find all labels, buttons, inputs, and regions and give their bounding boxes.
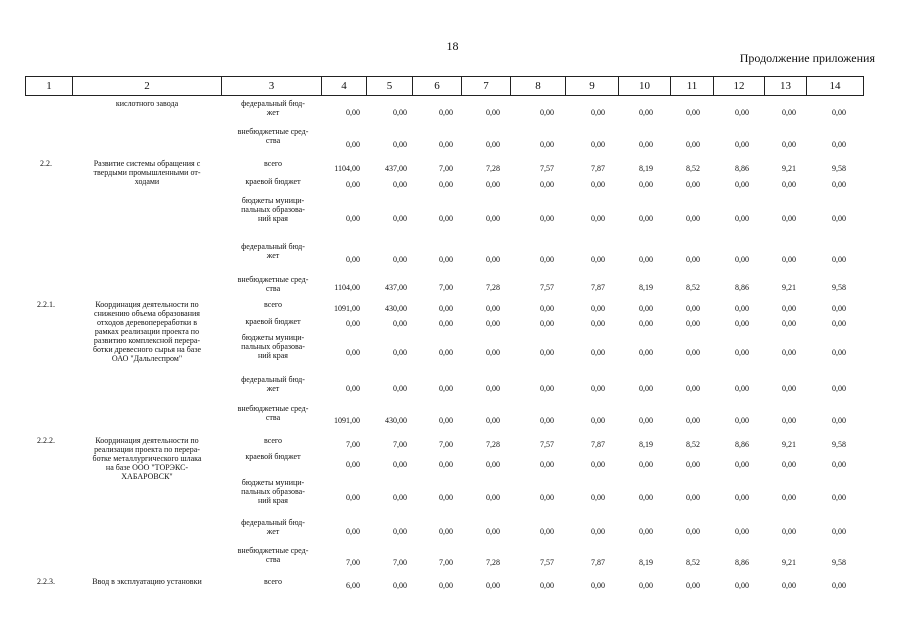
value-cell: 0,00 bbox=[782, 527, 796, 536]
value-cell: 0,00 bbox=[486, 416, 500, 425]
value-cell: 0,00 bbox=[393, 108, 407, 117]
value-cell: 0,00 bbox=[832, 255, 846, 264]
value-cell: 8,86 bbox=[735, 558, 749, 567]
column-header-14: 14 bbox=[807, 77, 864, 96]
value-cell: 0,00 bbox=[686, 527, 700, 536]
column-header-9: 9 bbox=[566, 77, 619, 96]
column-header-4: 4 bbox=[322, 77, 367, 96]
value-cell: 0,00 bbox=[782, 416, 796, 425]
value-cell: 0,00 bbox=[439, 416, 453, 425]
value-cell: 0,00 bbox=[639, 108, 653, 117]
value-cell: 0,00 bbox=[346, 348, 360, 357]
value-cell: 0,00 bbox=[686, 108, 700, 117]
value-cell: 7,00 bbox=[346, 558, 360, 567]
value-cell: 0,00 bbox=[735, 319, 749, 328]
value-cell: 0,00 bbox=[735, 384, 749, 393]
funding-source: внебюджетные сред- ства bbox=[237, 546, 309, 564]
value-cell: 9,58 bbox=[832, 558, 846, 567]
value-cell: 0,00 bbox=[832, 416, 846, 425]
table-row bbox=[25, 127, 851, 157]
value-cell: 0,00 bbox=[782, 348, 796, 357]
value-cell: 7,00 bbox=[439, 164, 453, 173]
value-cell: 0,00 bbox=[735, 348, 749, 357]
value-cell: 0,00 bbox=[439, 348, 453, 357]
value-cell: 0,00 bbox=[540, 255, 554, 264]
value-cell: 0,00 bbox=[486, 140, 500, 149]
funding-source: федеральный бюд- жет bbox=[241, 375, 305, 393]
column-header-7: 7 bbox=[462, 77, 511, 96]
value-cell: 0,00 bbox=[346, 319, 360, 328]
value-cell: 0,00 bbox=[486, 581, 500, 590]
column-header-3: 3 bbox=[222, 77, 322, 96]
value-cell: 0,00 bbox=[832, 384, 846, 393]
value-cell: 0,00 bbox=[439, 460, 453, 469]
funding-source: бюджеты муници- пальных образова- ний края bbox=[241, 478, 305, 505]
value-cell: 0,00 bbox=[832, 108, 846, 117]
value-cell: 8,19 bbox=[639, 440, 653, 449]
column-header-row bbox=[26, 77, 864, 96]
value-cell: 0,00 bbox=[591, 108, 605, 117]
value-cell: 7,00 bbox=[393, 558, 407, 567]
row-number: 2.2. bbox=[40, 159, 52, 168]
value-cell: 0,00 bbox=[832, 214, 846, 223]
value-cell: 0,00 bbox=[540, 416, 554, 425]
value-cell: 9,21 bbox=[782, 558, 796, 567]
value-cell: 0,00 bbox=[735, 180, 749, 189]
funding-source: всего bbox=[263, 577, 282, 586]
value-cell: 7,28 bbox=[486, 440, 500, 449]
value-cell: 0,00 bbox=[346, 384, 360, 393]
column-header-5: 5 bbox=[367, 77, 413, 96]
value-cell: 0,00 bbox=[639, 214, 653, 223]
value-cell: 1104,00 bbox=[334, 283, 360, 292]
value-cell: 0,00 bbox=[735, 108, 749, 117]
value-cell: 0,00 bbox=[782, 214, 796, 223]
value-cell: 0,00 bbox=[782, 255, 796, 264]
value-cell: 8,52 bbox=[686, 558, 700, 567]
value-cell: 0,00 bbox=[735, 493, 749, 502]
value-cell: 8,19 bbox=[639, 164, 653, 173]
value-cell: 0,00 bbox=[735, 140, 749, 149]
value-cell: 0,00 bbox=[540, 140, 554, 149]
measure-name: Координация деятельности по снижению объема образования отходов деревопереработки в рамках реализации проекта по развитию комплексной перера- ботки древесного сырья на базе ОАО "Дальлеспром" bbox=[92, 300, 202, 363]
column-header-12: 12 bbox=[714, 77, 765, 96]
value-cell: 0,00 bbox=[639, 140, 653, 149]
value-cell: 430,00 bbox=[385, 416, 407, 425]
value-cell: 0,00 bbox=[735, 581, 749, 590]
value-cell: 7,28 bbox=[486, 283, 500, 292]
value-cell: 0,00 bbox=[540, 348, 554, 357]
column-header-1: 1 bbox=[26, 77, 73, 96]
value-cell: 0,00 bbox=[591, 581, 605, 590]
value-cell: 0,00 bbox=[439, 214, 453, 223]
table-row bbox=[25, 242, 851, 272]
value-cell: 0,00 bbox=[591, 527, 605, 536]
value-cell: 0,00 bbox=[686, 140, 700, 149]
value-cell: 0,00 bbox=[393, 384, 407, 393]
measure-name: Ввод в эксплуатацию установки bbox=[92, 577, 202, 586]
value-cell: 7,28 bbox=[486, 164, 500, 173]
value-cell: 0,00 bbox=[439, 304, 453, 313]
value-cell: 0,00 bbox=[486, 304, 500, 313]
value-cell: 0,00 bbox=[540, 214, 554, 223]
value-cell: 7,57 bbox=[540, 558, 554, 567]
value-cell: 0,00 bbox=[591, 180, 605, 189]
value-cell: 0,00 bbox=[735, 304, 749, 313]
value-cell: 0,00 bbox=[540, 180, 554, 189]
value-cell: 0,00 bbox=[832, 527, 846, 536]
value-cell: 0,00 bbox=[832, 493, 846, 502]
funding-source: краевой бюджет bbox=[245, 177, 301, 186]
funding-source: всего bbox=[263, 436, 282, 445]
value-cell: 0,00 bbox=[639, 319, 653, 328]
value-cell: 0,00 bbox=[832, 581, 846, 590]
value-cell: 0,00 bbox=[393, 180, 407, 189]
value-cell: 0,00 bbox=[540, 108, 554, 117]
value-cell: 0,00 bbox=[782, 460, 796, 469]
value-cell: 0,00 bbox=[832, 460, 846, 469]
value-cell: 9,21 bbox=[782, 440, 796, 449]
value-cell: 7,00 bbox=[439, 440, 453, 449]
funding-source: бюджеты муници- пальных образова- ний края bbox=[241, 333, 305, 360]
value-cell: 0,00 bbox=[686, 416, 700, 425]
value-cell: 0,00 bbox=[486, 384, 500, 393]
table-row bbox=[25, 404, 851, 434]
value-cell: 0,00 bbox=[832, 304, 846, 313]
value-cell: 0,00 bbox=[591, 416, 605, 425]
value-cell: 0,00 bbox=[686, 348, 700, 357]
value-cell: 0,00 bbox=[686, 180, 700, 189]
value-cell: 0,00 bbox=[393, 493, 407, 502]
value-cell: 8,52 bbox=[686, 283, 700, 292]
value-cell: 7,87 bbox=[591, 283, 605, 292]
value-cell: 0,00 bbox=[782, 108, 796, 117]
value-cell: 0,00 bbox=[540, 319, 554, 328]
value-cell: 7,57 bbox=[540, 164, 554, 173]
value-cell: 0,00 bbox=[346, 214, 360, 223]
table-row bbox=[25, 577, 851, 607]
value-cell: 0,00 bbox=[486, 527, 500, 536]
value-cell: 0,00 bbox=[686, 460, 700, 469]
value-cell: 0,00 bbox=[591, 493, 605, 502]
value-cell: 0,00 bbox=[639, 493, 653, 502]
value-cell: 0,00 bbox=[439, 319, 453, 328]
value-cell: 0,00 bbox=[591, 460, 605, 469]
value-cell: 0,00 bbox=[540, 581, 554, 590]
value-cell: 0,00 bbox=[591, 348, 605, 357]
value-cell: 0,00 bbox=[735, 214, 749, 223]
value-cell: 0,00 bbox=[782, 493, 796, 502]
value-cell: 7,57 bbox=[540, 440, 554, 449]
value-cell: 0,00 bbox=[735, 527, 749, 536]
value-cell: 8,52 bbox=[686, 440, 700, 449]
value-cell: 0,00 bbox=[540, 493, 554, 502]
value-cell: 9,58 bbox=[832, 164, 846, 173]
value-cell: 0,00 bbox=[439, 493, 453, 502]
value-cell: 0,00 bbox=[686, 493, 700, 502]
value-cell: 0,00 bbox=[486, 348, 500, 357]
value-cell: 437,00 bbox=[385, 164, 407, 173]
value-cell: 0,00 bbox=[832, 319, 846, 328]
funding-source: краевой бюджет bbox=[245, 452, 301, 461]
table-row bbox=[25, 333, 851, 363]
value-cell: 0,00 bbox=[393, 319, 407, 328]
value-cell: 9,21 bbox=[782, 164, 796, 173]
value-cell: 7,00 bbox=[439, 558, 453, 567]
value-cell: 0,00 bbox=[591, 304, 605, 313]
value-cell: 0,00 bbox=[393, 140, 407, 149]
value-cell: 430,00 bbox=[385, 304, 407, 313]
value-cell: 0,00 bbox=[346, 108, 360, 117]
value-cell: 0,00 bbox=[540, 304, 554, 313]
value-cell: 0,00 bbox=[639, 304, 653, 313]
value-cell: 0,00 bbox=[735, 255, 749, 264]
funding-source: федеральный бюд- жет bbox=[241, 518, 305, 536]
value-cell: 1104,00 bbox=[334, 164, 360, 173]
value-cell: 0,00 bbox=[591, 214, 605, 223]
value-cell: 7,87 bbox=[591, 558, 605, 567]
value-cell: 0,00 bbox=[439, 255, 453, 264]
value-cell: 7,00 bbox=[393, 440, 407, 449]
value-cell: 0,00 bbox=[782, 304, 796, 313]
column-header-6: 6 bbox=[413, 77, 462, 96]
value-cell: 0,00 bbox=[639, 416, 653, 425]
value-cell: 8,52 bbox=[686, 164, 700, 173]
value-cell: 0,00 bbox=[639, 460, 653, 469]
funding-source: внебюджетные сред- ства bbox=[237, 275, 309, 293]
continuation-label: Продолжение приложения bbox=[739, 51, 875, 65]
value-cell: 0,00 bbox=[439, 140, 453, 149]
value-cell: 7,00 bbox=[346, 440, 360, 449]
value-cell: 8,19 bbox=[639, 558, 653, 567]
value-cell: 0,00 bbox=[439, 581, 453, 590]
value-cell: 7,00 bbox=[439, 283, 453, 292]
value-cell: 1091,00 bbox=[334, 304, 360, 313]
value-cell: 0,00 bbox=[639, 255, 653, 264]
value-cell: 0,00 bbox=[735, 460, 749, 469]
column-header-11: 11 bbox=[671, 77, 714, 96]
funding-source: федеральный бюд- жет bbox=[241, 99, 305, 117]
value-cell: 0,00 bbox=[393, 348, 407, 357]
table-row bbox=[25, 196, 851, 226]
value-cell: 0,00 bbox=[639, 348, 653, 357]
value-cell: 0,00 bbox=[486, 255, 500, 264]
value-cell: 0,00 bbox=[639, 527, 653, 536]
funding-source: всего bbox=[263, 159, 282, 168]
value-cell: 7,87 bbox=[591, 440, 605, 449]
value-cell: 0,00 bbox=[782, 581, 796, 590]
column-header-13: 13 bbox=[765, 77, 807, 96]
value-cell: 0,00 bbox=[486, 319, 500, 328]
value-cell: 0,00 bbox=[486, 108, 500, 117]
measure-name: кислотного завода bbox=[115, 99, 179, 108]
value-cell: 0,00 bbox=[486, 493, 500, 502]
value-cell: 0,00 bbox=[639, 180, 653, 189]
value-cell: 0,00 bbox=[686, 581, 700, 590]
value-cell: 0,00 bbox=[393, 214, 407, 223]
value-cell: 7,87 bbox=[591, 164, 605, 173]
value-cell: 0,00 bbox=[486, 460, 500, 469]
value-cell: 0,00 bbox=[591, 384, 605, 393]
column-header-table bbox=[25, 76, 864, 96]
value-cell: 0,00 bbox=[346, 527, 360, 536]
value-cell: 0,00 bbox=[439, 180, 453, 189]
value-cell: 0,00 bbox=[486, 214, 500, 223]
value-cell: 0,00 bbox=[540, 460, 554, 469]
value-cell: 0,00 bbox=[686, 384, 700, 393]
table-row bbox=[25, 478, 851, 508]
value-cell: 0,00 bbox=[686, 214, 700, 223]
value-cell: 0,00 bbox=[439, 527, 453, 536]
value-cell: 6,00 bbox=[346, 581, 360, 590]
value-cell: 0,00 bbox=[439, 384, 453, 393]
table-row bbox=[25, 518, 851, 548]
row-number: 2.2.3. bbox=[37, 577, 55, 586]
value-cell: 0,00 bbox=[393, 460, 407, 469]
funding-source: федеральный бюд- жет bbox=[241, 242, 305, 260]
value-cell: 8,86 bbox=[735, 283, 749, 292]
funding-source: краевой бюджет bbox=[245, 317, 301, 326]
row-number: 2.2.2. bbox=[37, 436, 55, 445]
table-row bbox=[25, 375, 851, 405]
value-cell: 0,00 bbox=[346, 255, 360, 264]
value-cell: 7,28 bbox=[486, 558, 500, 567]
value-cell: 0,00 bbox=[832, 348, 846, 357]
value-cell: 9,58 bbox=[832, 440, 846, 449]
value-cell: 0,00 bbox=[591, 140, 605, 149]
value-cell: 437,00 bbox=[385, 283, 407, 292]
value-cell: 0,00 bbox=[393, 255, 407, 264]
value-cell: 0,00 bbox=[486, 180, 500, 189]
value-cell: 0,00 bbox=[540, 384, 554, 393]
value-cell: 0,00 bbox=[439, 108, 453, 117]
value-cell: 0,00 bbox=[782, 319, 796, 328]
column-header-8: 8 bbox=[511, 77, 566, 96]
value-cell: 0,00 bbox=[832, 140, 846, 149]
value-cell: 8,19 bbox=[639, 283, 653, 292]
column-header-10: 10 bbox=[619, 77, 671, 96]
measure-name: Развитие системы обращения с твердыми промышленными от- ходами bbox=[93, 159, 201, 186]
row-number: 2.2.1. bbox=[37, 300, 55, 309]
value-cell: 8,86 bbox=[735, 164, 749, 173]
value-cell: 0,00 bbox=[782, 180, 796, 189]
value-cell: 0,00 bbox=[346, 460, 360, 469]
value-cell: 0,00 bbox=[735, 416, 749, 425]
value-cell: 0,00 bbox=[782, 384, 796, 393]
value-cell: 8,86 bbox=[735, 440, 749, 449]
value-cell: 0,00 bbox=[832, 180, 846, 189]
column-header-2: 2 bbox=[73, 77, 222, 96]
measure-name: Координация деятельности по реализации проекта по перера- ботке металлургического шлака на базе ООО "ТОРЭКС- ХАБАРОВСК" bbox=[92, 436, 202, 481]
value-cell: 7,57 bbox=[540, 283, 554, 292]
value-cell: 0,00 bbox=[686, 304, 700, 313]
value-cell: 1091,00 bbox=[334, 416, 360, 425]
page-number: 18 bbox=[446, 39, 459, 53]
value-cell: 9,58 bbox=[832, 283, 846, 292]
value-cell: 0,00 bbox=[346, 180, 360, 189]
value-cell: 0,00 bbox=[591, 319, 605, 328]
value-cell: 0,00 bbox=[639, 384, 653, 393]
value-cell: 0,00 bbox=[346, 140, 360, 149]
value-cell: 0,00 bbox=[686, 255, 700, 264]
funding-source: всего bbox=[263, 300, 282, 309]
value-cell: 0,00 bbox=[782, 140, 796, 149]
table-row bbox=[25, 546, 851, 576]
value-cell: 0,00 bbox=[591, 255, 605, 264]
value-cell: 9,21 bbox=[782, 283, 796, 292]
value-cell: 0,00 bbox=[686, 319, 700, 328]
funding-source: бюджеты муници- пальных образова- ний края bbox=[241, 196, 305, 223]
value-cell: 0,00 bbox=[540, 527, 554, 536]
value-cell: 0,00 bbox=[393, 581, 407, 590]
funding-source: внебюджетные сред- ства bbox=[237, 127, 309, 145]
value-cell: 0,00 bbox=[393, 527, 407, 536]
table-row bbox=[25, 99, 851, 129]
value-cell: 0,00 bbox=[639, 581, 653, 590]
value-cell: 0,00 bbox=[346, 493, 360, 502]
funding-source: внебюджетные сред- ства bbox=[237, 404, 309, 422]
